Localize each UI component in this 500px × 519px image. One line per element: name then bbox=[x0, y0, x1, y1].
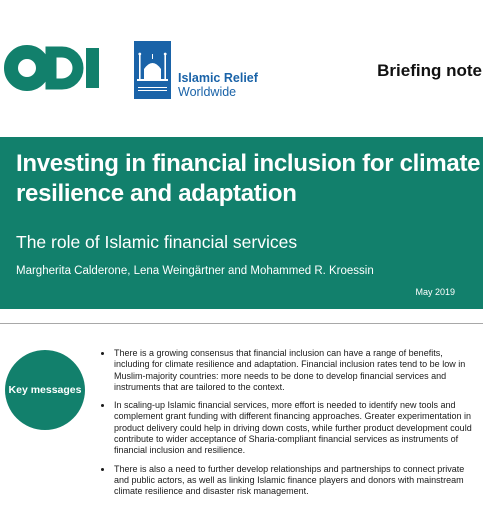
page-header bbox=[0, 0, 500, 135]
key-messages-badge bbox=[5, 350, 85, 430]
document-title: Investing in financial inclusion for climate resilience and adaptation bbox=[16, 150, 481, 207]
title-banner bbox=[0, 137, 483, 309]
odi-logo-graphic bbox=[2, 40, 102, 95]
section-divider bbox=[0, 323, 483, 324]
key-messages-label: Key messages bbox=[8, 384, 82, 396]
mosque-icon bbox=[134, 41, 171, 99]
partner-name-line1: Islamic Relief bbox=[178, 71, 258, 85]
islamic-relief-wordmark bbox=[178, 71, 258, 99]
document-type-label: Briefing note bbox=[377, 61, 482, 80]
islamic-relief-emblem bbox=[134, 41, 171, 99]
partner-name-line2: Worldwide bbox=[178, 85, 237, 99]
key-messages-list bbox=[114, 348, 477, 505]
list-item: In scaling-up Islamic financial services, more effort is needed to identify new tools and complement grant funding with different financing approaches. Greater experimentation in product delivery could help in driving down costs, while further product development could contribute to wider acceptance of Sharia-compliant financial services as instruments of financial inclusion and resilience. bbox=[114, 400, 477, 456]
publication-date: May 2019 bbox=[415, 287, 455, 297]
odi-logo bbox=[2, 40, 102, 95]
document-subtitle: The role of Islamic financial services bbox=[16, 232, 298, 252]
document-authors: Margherita Calderone, Lena Weingärtner and Mohammed R. Kroessin bbox=[16, 265, 374, 277]
list-item: There is a growing consensus that financial inclusion can have a range of benefits, including for climate resilience and adaptation. Financial inclusion rates tend to be low in Muslim-majority countries: more needs to be done to develop financial services and instruments that are tailored to the context. bbox=[114, 348, 477, 393]
list-item: There is also a need to further develop relationships and partnerships to connect private and public actors, as well as linking Islamic finance players and donors with mainstream climate resilience and disaster risk management. bbox=[114, 464, 477, 498]
